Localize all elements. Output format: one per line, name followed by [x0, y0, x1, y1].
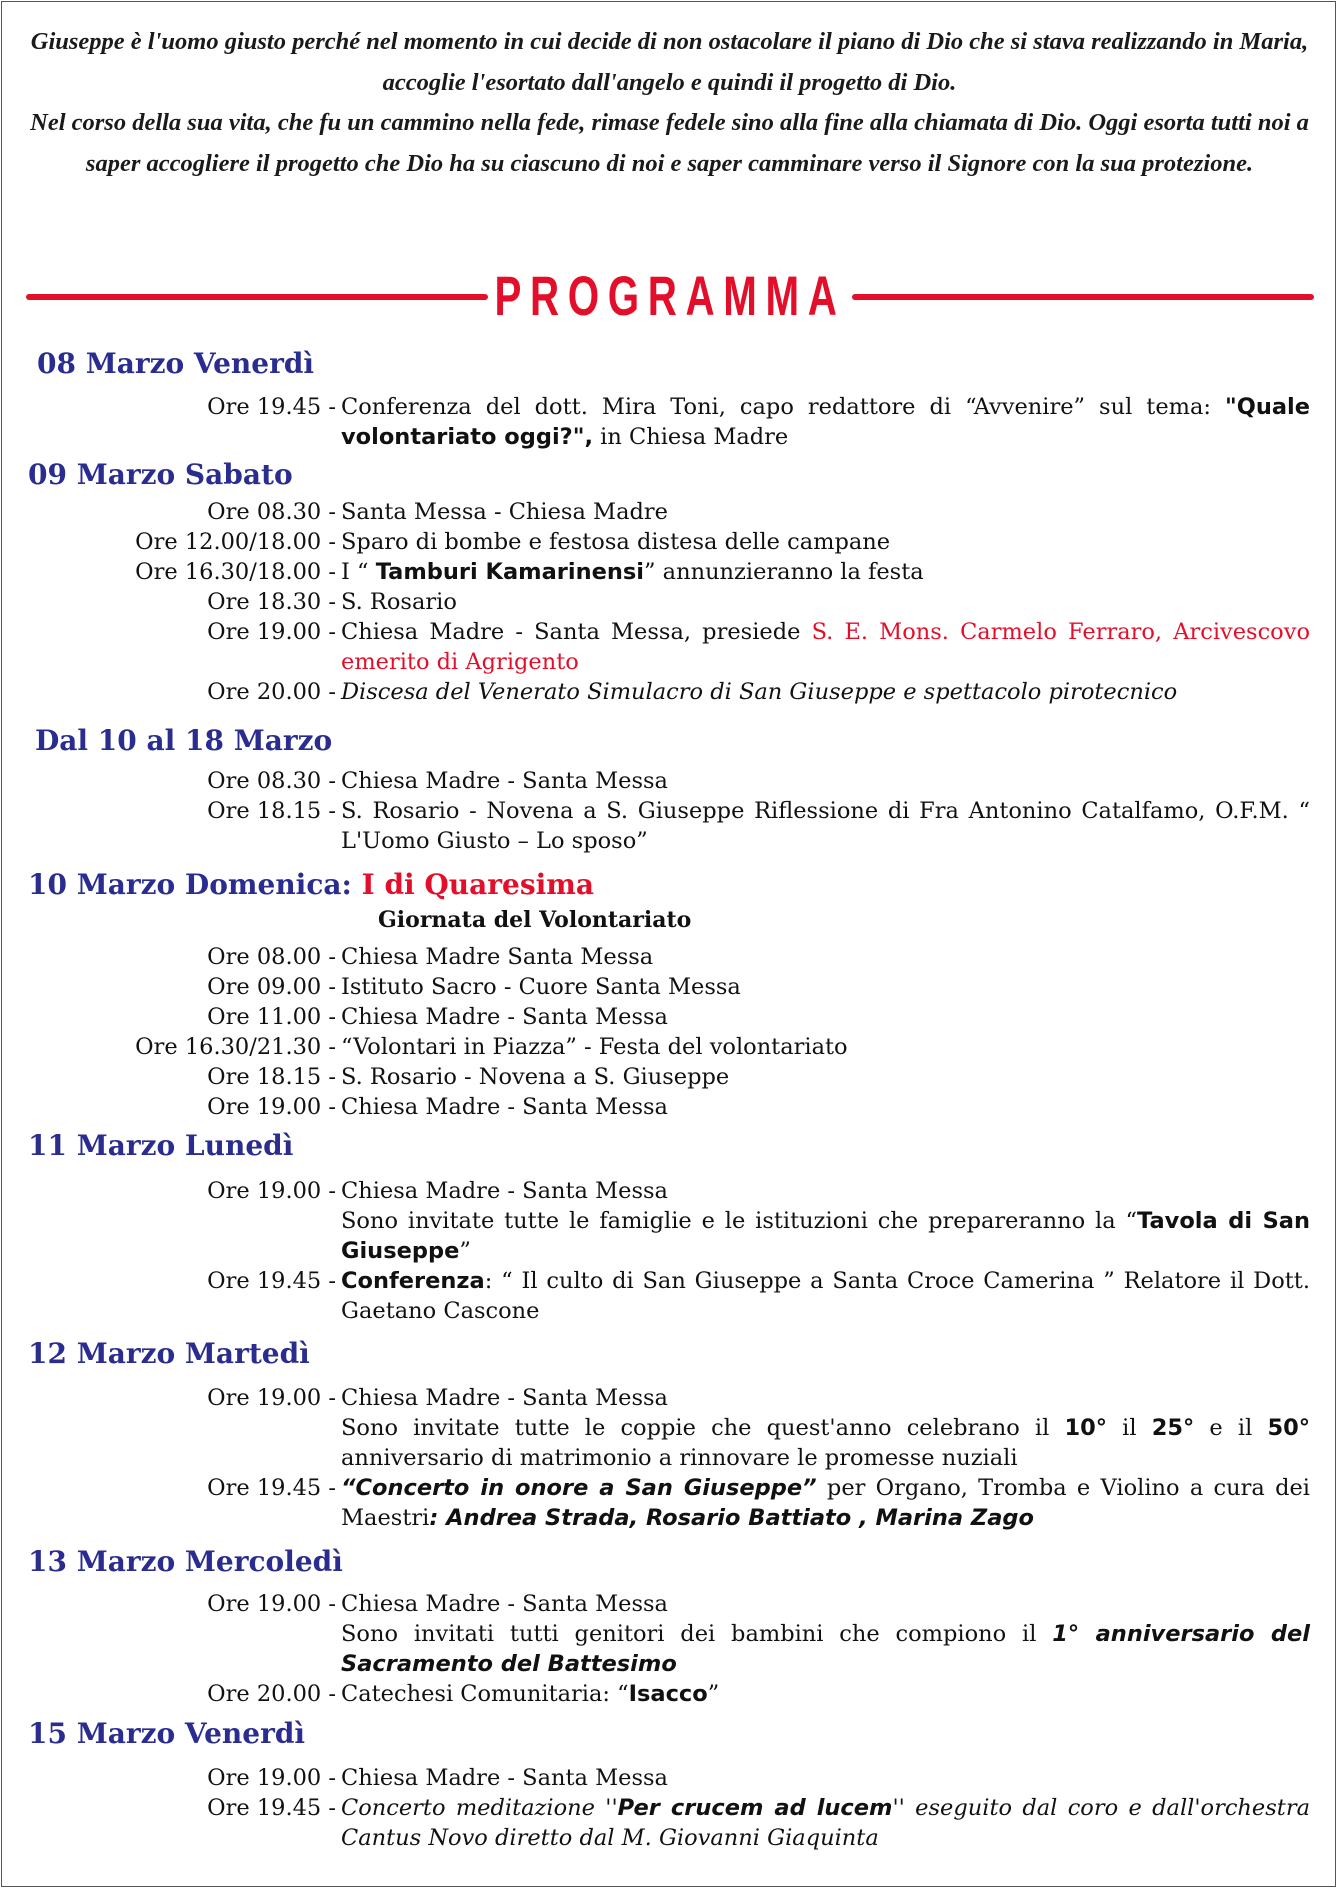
event-text: Chiesa Madre - Santa Messa, presiede [341, 619, 812, 645]
day-subtitle: Giornata del Volontariato [378, 907, 692, 933]
event-desc [341, 1473, 1310, 1533]
event-time: Ore 19.00 - [207, 1385, 336, 1411]
event-desc: Chiesa Madre - Santa Messa [341, 1765, 668, 1791]
event-time: Ore 19.00 - [207, 1765, 336, 1791]
event-text: ” [707, 1681, 720, 1707]
event-text-red: S. E. Mons. Carmelo Ferraro, Arcivescovo emerito di Agrigento [341, 619, 1310, 675]
event-time: Ore 19.00 - [207, 619, 336, 645]
event-text-bold: Tamburi Kamarinensi [375, 559, 645, 585]
event-text-bold: 25° [1151, 1415, 1195, 1441]
day-heading: 13 Marzo Mercoledì [28, 1545, 343, 1578]
event-time: Ore 20.00 - [207, 679, 336, 705]
event-text: per Organo, Tromba e Violino a cura dei Maestri [341, 1475, 1310, 1531]
event-row [0, 392, 1339, 452]
event-time: Ore 19.45 - [207, 1795, 336, 1821]
event-desc [341, 392, 1310, 452]
event-text: ” [459, 1238, 471, 1264]
event-time: Ore 12.00/18.00 - [135, 529, 336, 555]
intro-paragraph: Nel corso della sua vita, che fu un cammino nella fede, rimase fedele sino alla fine alla chiamata di Dio. Oggi esorta tutti noi a saper accogliere il progetto che Dio ha su ciascuno di noi e saper camminare verso il Signore con la sua protezione. [30, 109, 1309, 177]
event-text: Conferenza del dott. Mira Toni, capo redattore di “Avvenire” sul tema: [341, 394, 1225, 420]
event-desc: Chiesa Madre Santa Messa [341, 944, 654, 970]
event-text-bold: Isacco [628, 1681, 708, 1707]
event-desc [341, 1679, 1310, 1709]
event-desc: Chiesa Madre - Santa Messa [341, 1385, 668, 1411]
event-time: Ore 08.30 - [207, 499, 336, 525]
event-time: Ore 11.00 - [207, 1004, 336, 1030]
event-text-bold: Tavola di San Giuseppe [341, 1208, 1310, 1264]
event-desc: S. Rosario - Novena a S. Giuseppe Riflessione di Fra Antonino Catalfamo, O.F.M. “ L'Uomo Giusto – Lo sposo” [341, 798, 1310, 854]
event-text: il [1107, 1415, 1152, 1441]
event-text: Sono invitati tutti genitori dei bambini che compiono il [341, 1621, 1053, 1647]
intro-text [28, 22, 1311, 184]
event-time: Ore 09.00 - [207, 974, 336, 1000]
event-time: Ore 18.15 - [207, 1064, 336, 1090]
event-text-bold: "Quale volontariato oggi?", [341, 394, 1310, 450]
event-desc: Sparo di bombe e festosa distesa delle campane [341, 529, 891, 555]
event-time: Ore 19.45 - [207, 1268, 336, 1294]
event-time: Ore 19.00 - [207, 1094, 336, 1120]
day-heading-text: 10 Marzo Domenica: [28, 868, 362, 901]
event-time: Ore 19.45 - [207, 1475, 336, 1501]
day-heading: 15 Marzo Venerdì [28, 1717, 306, 1750]
event-desc: Santa Messa - Chiesa Madre [341, 499, 668, 525]
event-text: e il [1194, 1415, 1268, 1441]
programma-header [26, 256, 1314, 336]
event-text: '' eseguito dal coro e dall'orchestra Cantus Novo diretto dal M. Giovanni Giaquinta [341, 1795, 1310, 1851]
event-desc: Istituto Sacro - Cuore Santa Messa [341, 974, 741, 1000]
event-desc [341, 1793, 1310, 1853]
event-text: Sono invitate tutte le coppie che quest'anno celebrano il [341, 1415, 1065, 1441]
event-text-bold: 1° anniversario del Sacramento del Battesimo [341, 1621, 1310, 1677]
event-time: Ore 08.00 - [207, 944, 336, 970]
day-heading: Dal 10 al 18 Marzo [35, 724, 333, 757]
event-desc: Chiesa Madre - Santa Messa [341, 1178, 668, 1204]
event-desc: S. Rosario - Novena a S. Giuseppe [341, 1064, 730, 1090]
event-desc: Chiesa Madre - Santa Messa [341, 1094, 668, 1120]
event-desc: Chiesa Madre - Santa Messa [341, 1004, 668, 1030]
event-text: Concerto meditazione '' [341, 1795, 618, 1821]
event-text-bold: 50° [1267, 1415, 1310, 1441]
event-desc: Discesa del Venerato Simulacro di San Giuseppe e spettacolo pirotecnico [341, 679, 1178, 705]
event-text-bold: 10° [1064, 1415, 1107, 1441]
event-time: Ore 16.30/21.30 - [135, 1034, 336, 1060]
day-heading: 09 Marzo Sabato [28, 458, 293, 491]
event-time: Ore 16.30/18.00 - [135, 559, 336, 585]
event-desc [341, 1413, 1310, 1473]
event-text-bold: Per crucem ad lucem [617, 1795, 893, 1821]
event-text-bold: Conferenza [341, 1268, 485, 1294]
event-text: anniversario di matrimonio a rinnovare le promesse nuziali [341, 1445, 1018, 1471]
event-desc [341, 617, 1310, 677]
event-time: Ore 18.15 - [207, 798, 336, 824]
event-text: Sono invitate tutte le famiglie e le istituzioni che prepareranno la “ [341, 1208, 1138, 1234]
event-time: Ore 18.30 - [207, 589, 336, 615]
day-heading-red: I di Quaresima [361, 868, 595, 901]
event-text: I “ [341, 559, 376, 585]
intro-paragraph: Giuseppe è l'uomo giusto perché nel momento in cui decide di non ostacolare il piano di Dio che si stava realizzando in Maria, accoglie l'esortato dall'angelo e quindi il progetto di Dio. [30, 28, 1309, 96]
event-desc [341, 1266, 1310, 1326]
event-time: Ore 19.45 - [207, 394, 336, 420]
event-desc: S. Rosario [341, 589, 457, 615]
event-text: in Chiesa Madre [593, 424, 789, 450]
event-desc [341, 1206, 1310, 1266]
event-desc [341, 1619, 1310, 1679]
day-heading [28, 867, 594, 903]
event-desc [341, 557, 1310, 587]
event-desc: Chiesa Madre - Santa Messa [341, 768, 668, 794]
day-heading: 11 Marzo Lunedì [28, 1129, 294, 1162]
event-time: Ore 19.00 - [207, 1178, 336, 1204]
programma-title: PROGRAMMA [494, 264, 846, 327]
event-time: Ore 19.00 - [207, 1591, 336, 1617]
event-text: : “ Il culto di San Giuseppe a Santa Croce Camerina ” Relatore il Dott. Gaetano Cascone [341, 1268, 1310, 1324]
event-text-bold: : Andrea Strada, Rosario Battiato , Marina Zago [429, 1505, 1034, 1531]
day-heading: 12 Marzo Martedì [28, 1337, 310, 1370]
event-time: Ore 08.30 - [207, 768, 336, 794]
day-heading: 08 Marzo Venerdì [37, 347, 315, 380]
event-text: Catechesi Comunitaria: “ [341, 1681, 629, 1707]
event-text: ” annunzieranno la festa [644, 559, 924, 585]
event-text-bold: “Concerto in onore a San Giuseppe” [341, 1475, 817, 1501]
event-desc: “Volontari in Piazza” - Festa del volontariato [341, 1034, 848, 1060]
event-desc: Chiesa Madre - Santa Messa [341, 1591, 668, 1617]
event-time: Ore 20.00 - [207, 1681, 336, 1707]
